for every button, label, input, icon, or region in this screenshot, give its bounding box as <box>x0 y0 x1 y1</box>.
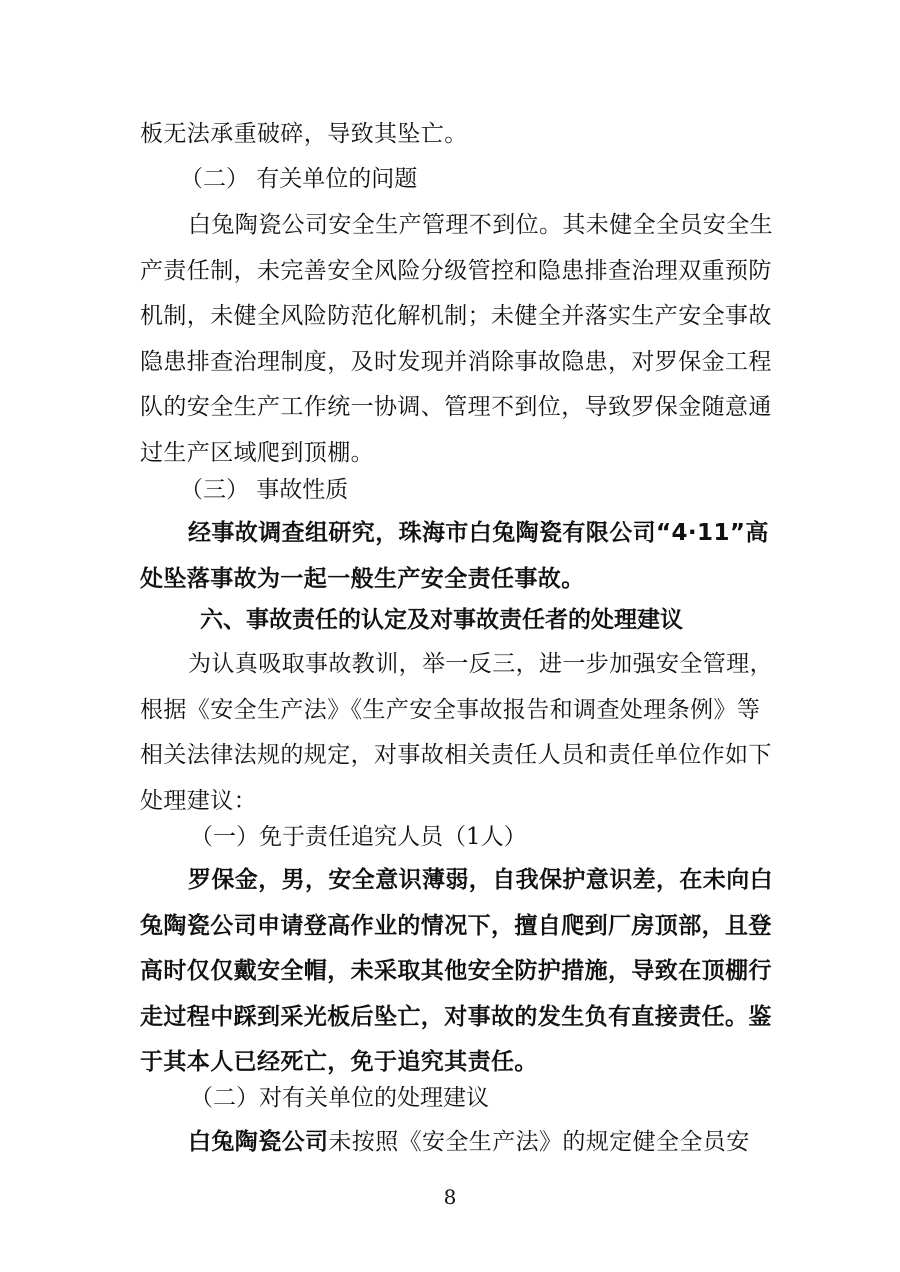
subheading-related-units: （二） 有关单位的问题 <box>180 166 418 192</box>
paragraph-luo-baojin: 罗保金，男，安全意识薄弱，自我保护意识差，在未向白兔陶瓷公司申请登高作业的情况下，擅自爬到厂房顶部，且登高时仅仅戴安全帽，未采取其他安全防护措施，导致在顶棚行走过程中踩到采光板后坠亡，对事故的发生负有直接责任。鉴于其本人已经死亡，免于追究其责任。 <box>140 867 773 1075</box>
subheading-unit-suggestions: （二）对有关单位的处理建议 <box>190 1085 489 1111</box>
paragraph-unit-suggestion <box>140 1120 780 1166</box>
paragraph-accident-nature: 经事故调查组研究，珠海市白兔陶瓷有限公司“4·11”高处坠落事故为一起一般生产安全责任事故。 <box>140 520 769 592</box>
paragraph-unit-suggestion-text: 未按照《安全生产法》的规定健全全员安 <box>328 1129 750 1155</box>
company-name: 白兔陶瓷公司 <box>188 1129 329 1155</box>
paragraph-intro-suggestions: 为认真吸取事故教训，举一反三，进一步加强安全管理，根据《安全生产法》《生产安全事故报告和调查处理条例》等相关法律法规的规定，对事故相关责任人员和责任单位作如下处理建议： <box>140 651 773 814</box>
paragraph-unit-issues: 白兔陶瓷公司安全生产管理不到位。其未健全全员安全生产责任制，未完善安全风险分级管控和隐患排查治理双重预防机制，未健全风险防范化解机制；未健全并落实生产安全事故隐患排查治理制度，及时发现并消除事故隐患，对罗保金工程队的安全生产工作统一协调、管理不到位，导致罗保金随意通过生产区域爬到顶棚。 <box>140 212 773 466</box>
section-heading-six: 六、事故责任的认定及对事故责任者的处理建议 <box>200 607 683 633</box>
paragraph-tail: 板无法承重破碎，导致其坠亡。 <box>140 121 468 147</box>
subheading-exempt-persons: （一）免于责任追究人员（1人） <box>190 824 527 850</box>
subheading-accident-nature: （三） 事故性质 <box>180 477 349 503</box>
page-number: 8 <box>443 1185 457 1209</box>
